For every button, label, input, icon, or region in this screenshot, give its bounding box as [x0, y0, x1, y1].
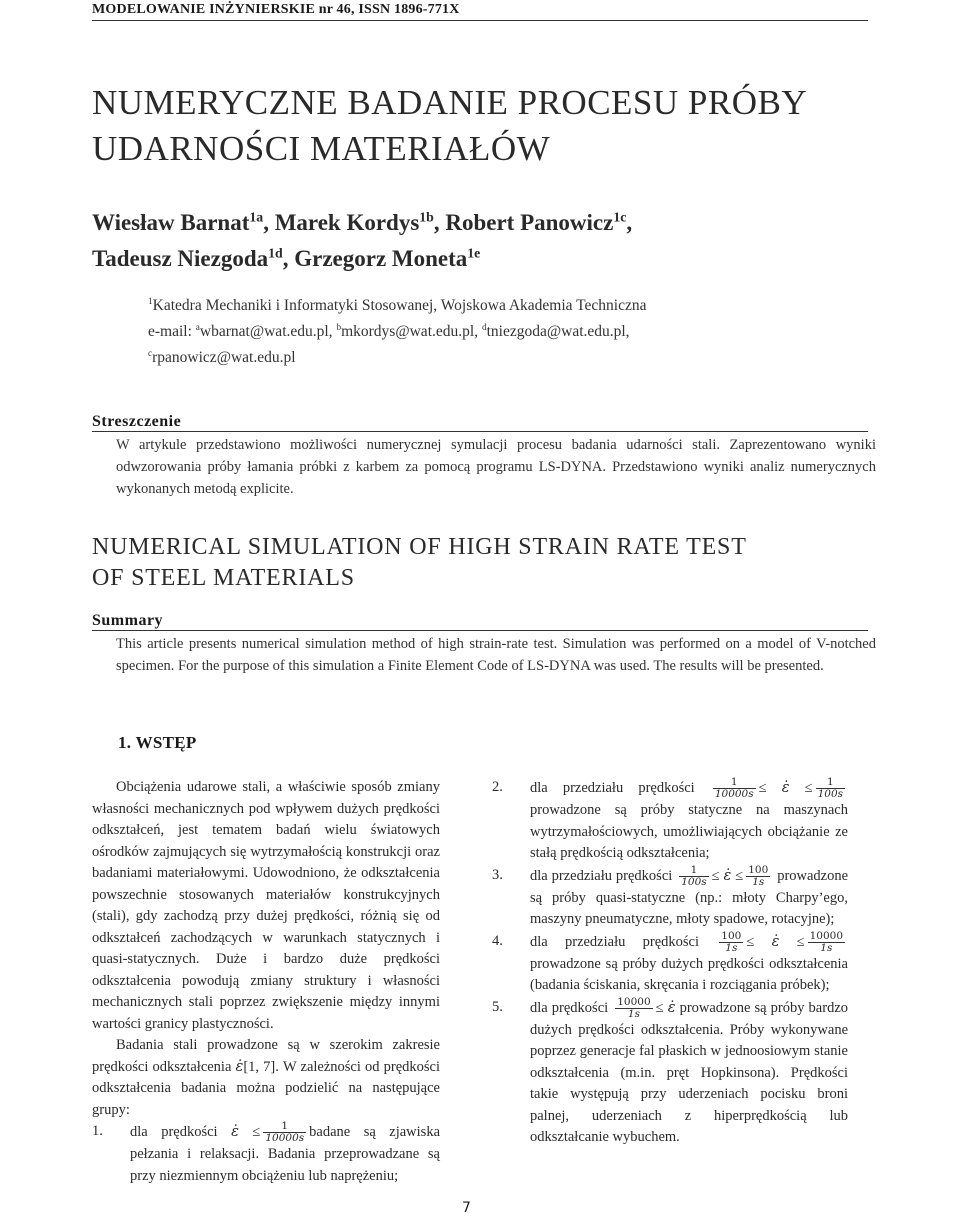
abstract-rule — [92, 431, 868, 432]
email-mark: c — [148, 348, 153, 359]
affiliation — [148, 293, 868, 371]
fraction — [679, 865, 708, 888]
author-name: Grzegorz Moneta — [294, 246, 468, 271]
denominator: 100s — [681, 875, 707, 888]
list-item — [492, 997, 848, 1149]
leq-symbol: ≤ — [655, 999, 664, 1016]
strain-rate-symbol: ε̇ — [771, 933, 780, 950]
leq-symbol: ≤ — [711, 867, 720, 884]
numerator: 1 — [679, 865, 708, 877]
title-line-1: NUMERYCZNE BADANIE PROCESU PRÓBY — [92, 83, 808, 122]
email-mark: a — [195, 322, 200, 333]
leq-symbol: ≤ — [746, 933, 755, 950]
list-item — [92, 1121, 440, 1187]
right-column — [492, 777, 848, 1149]
fraction — [808, 931, 845, 954]
strain-rate-symbol: ε̇ — [667, 999, 676, 1016]
numerator: 100 — [748, 863, 769, 876]
numerator: 10000 — [809, 929, 844, 942]
denominator: 10000s — [265, 1132, 305, 1144]
leq-symbol: ≤ — [252, 1123, 261, 1140]
strain-rate-symbol: ε̇ — [781, 779, 790, 796]
journal-header: MODELOWANIE INŻYNIERSKIE nr 46, ISSN 1896-771X — [92, 2, 460, 17]
email-link[interactable]: tniezgoda@wat.edu.pl, — [486, 323, 630, 340]
author-affil-mark: 1c — [613, 209, 627, 225]
summary-text: This article presents numerical simulation method of high strain-rate test. Simulation was performed on a model of V-notched specimen. For the purpose of this simulation a Finite Element Code of LS-DYNA was used. The results will be presented. — [116, 636, 876, 674]
list-number: 5. — [492, 998, 503, 1015]
list-text: dla przedziału prędkości — [530, 779, 695, 796]
author-name: Marek Kordys — [274, 210, 420, 235]
list-text: dla prędkości — [130, 1123, 218, 1140]
list-text: prowadzone są próby bardzo dużych prędkości odkształcenia. Próby wykonywane poprzez generacje fal płaskich w jednoosiowym stanie odkształcenia (m.in. pręt Hopkinsona). Prędkości takie występują przy uderzeniach pocisku broni palnej, uderzeniach z hiperprędkością lub odkształcanie wybuchem. — [530, 999, 849, 1145]
denominator: 100s — [817, 788, 844, 800]
leq-symbol: ≤ — [758, 779, 767, 796]
title-line-2: UDARNOŚCI MATERIAŁÓW — [92, 129, 551, 168]
summary-rule — [92, 630, 868, 631]
page-title — [92, 80, 892, 172]
email-mark: d — [481, 322, 487, 333]
header-rule — [92, 20, 868, 21]
section-heading: 1. WSTĘP — [118, 733, 197, 752]
denominator: 1s — [725, 941, 738, 954]
numerator: 1 — [713, 777, 756, 789]
list-number: 1. — [92, 1123, 103, 1139]
email-link[interactable]: rpanowicz@wat.edu.pl — [152, 349, 296, 366]
leq-symbol: ≤ — [796, 933, 805, 950]
leq-symbol: ≤ — [804, 779, 813, 796]
list-text: dla prędkości — [530, 999, 609, 1016]
fraction — [816, 777, 845, 800]
numerator: 100 — [721, 929, 742, 942]
list-text: prowadzone są próby statyczne na maszynach wytrzymałościowych, umożliwiających obciążanie ze stałą prędkością odkształcenia; — [530, 802, 848, 861]
list-number: 3. — [492, 866, 503, 883]
author-name: Tadeusz Niezgoda — [92, 246, 269, 271]
list-text: dla przedziału prędkości — [530, 933, 700, 950]
fraction — [746, 865, 770, 888]
list-text: prowadzone są próby dużych prędkości odkształcenia (badania ściskania, skręcania i rozciągania próbek); — [530, 955, 848, 993]
summary-heading: Summary — [92, 612, 164, 629]
email-label: e-mail: — [148, 323, 192, 340]
english-title-line-2: OF STEEL MATERIALS — [92, 565, 355, 591]
author-name: Robert Panowicz — [445, 210, 614, 235]
fraction — [263, 1121, 306, 1144]
list-item — [492, 865, 848, 931]
numerator: 10000 — [617, 995, 651, 1008]
denominator: 1s — [752, 875, 765, 888]
paragraph-text: [1, 7]. W zależności od prędkości odkształcenia badania można podzielić na następujące grupy: — [92, 1058, 440, 1118]
email-link[interactable]: mkordys@wat.edu.pl, — [341, 323, 479, 340]
abstract-heading: Streszczenie — [92, 413, 182, 430]
left-column — [92, 777, 440, 1187]
strain-rate-symbol: ε̇ — [723, 867, 732, 884]
author-affil-mark: 1e — [467, 245, 481, 261]
english-title — [92, 532, 892, 594]
fraction — [719, 931, 743, 954]
list-number: 2. — [492, 779, 503, 795]
email-link[interactable]: wbarnat@wat.edu.pl, — [199, 323, 333, 340]
author-affil-mark: 1a — [249, 209, 264, 225]
list-text: prowadzone są próby quasi-statyczne (np.: młoty Charpy’ego, maszyny pneumatyczne, młoty spadowe, rotacyjne); — [530, 867, 849, 927]
numerator: 1 — [263, 1121, 306, 1133]
paragraph-text: Badania stali prowadzone są w szerokim zakresie prędkości odkształcenia — [92, 1037, 440, 1075]
fraction — [713, 777, 756, 800]
list-text: dla przedziału prędkości — [530, 867, 673, 884]
denominator: 1s — [627, 1007, 640, 1020]
affil-mark: 1 — [148, 296, 153, 307]
author-list: Wiesław Barnat$^{1a}$, Marek Kordys$^{1b}$, Robert Panowicz$^{1c}$, Tadeusz Niezgoda$^{1d}$, Grzegorz Moneta$^{1e}$ — [92, 209, 633, 271]
denominator: 1s — [820, 941, 833, 954]
email-mark: b — [336, 322, 342, 333]
institution: Katedra Mechaniki i Informatyki Stosowanej, Wojskowa Akademia Techniczna — [152, 297, 647, 314]
denominator: 10000s — [714, 788, 754, 800]
author-name: Wiesław Barnat — [92, 210, 250, 235]
english-title-line-1: NUMERICAL SIMULATION OF HIGH STRAIN RATE TEST — [92, 534, 747, 560]
list-item — [492, 931, 848, 997]
list-item — [492, 777, 848, 865]
strain-rate-symbol: ε̇ — [235, 1058, 244, 1075]
numerator: 1 — [816, 777, 845, 789]
list-text: badane są zjawiska pełzania i relaksacji. Badania przeprowadzane są przy niezmiennym obciążeniu lub naprężeniu; — [130, 1123, 440, 1184]
fraction — [615, 997, 652, 1020]
leq-symbol: ≤ — [735, 867, 744, 884]
author-affil-mark: 1d — [268, 245, 283, 261]
page-number: 7 — [462, 1200, 471, 1216]
list-number: 4. — [492, 932, 503, 949]
paragraph: Obciążenia udarowe stali, a właściwie sposób zmiany własności mechanicznych pod wpływem dużych prędkości odkształceń, jest tematem badań wielu światowych ośrodków zajmujących się wytrzymałością konstrukcji oraz badaniami materiałowymi. Udowodniono, że odkształcenia powszechnie stosowanych materiałów konstrukcyjnych (stali), gdy zachodzą przy dużej prędkości, różnią się od odkształceń zachodzących w warunkach statycznych i quasi-statycznych. Duże i bardzo duże prędkości odkształcenia powodują zmiany struktury i własności mechanicznych stali poprzez zwiększenie między innymi wartości granicy plastyczności. — [92, 779, 440, 1032]
strain-rate-symbol: ε̇ — [231, 1123, 239, 1140]
abstract-text: W artykule przedstawiono możliwości numerycznej symulacji procesu badania udarności stali. Zaprezentowano wyniki odwzorowania próby łamania próbki z karbem za pomocą programu LS-DYNA. Przedstawiono wyniki analiz numerycznych wykonanych metodą explicite. — [116, 437, 876, 497]
paragraph — [92, 1035, 440, 1121]
author-affil-mark: 1b — [419, 209, 434, 225]
